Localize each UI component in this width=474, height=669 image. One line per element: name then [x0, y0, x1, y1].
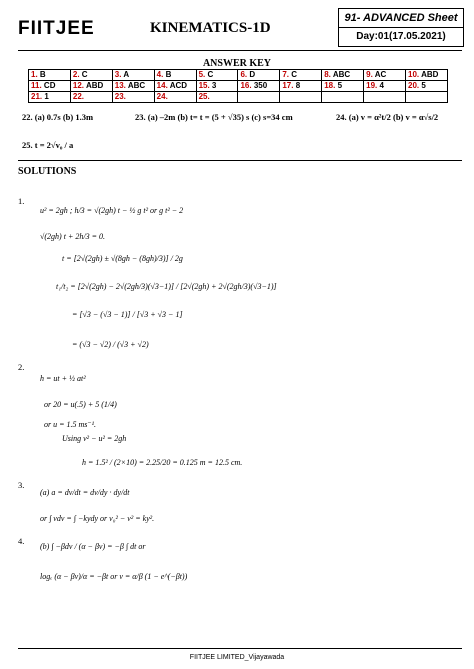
q2-line4: Using v² − u² = 2gh	[62, 434, 127, 443]
answer-key-cell	[196, 70, 238, 81]
answer-key-cell	[322, 81, 364, 92]
question-number: 16.	[240, 81, 252, 90]
question-number: 22.	[72, 92, 85, 101]
answer-key-cell	[406, 92, 448, 103]
answer-value: CD	[43, 81, 56, 90]
answer-key-cell	[70, 92, 112, 103]
q2-line1: h = ut + ½ at²	[40, 374, 86, 383]
answer-key-cell	[29, 70, 71, 81]
answer-value: 5	[421, 81, 426, 90]
question-number: 19.	[366, 81, 378, 90]
answer-key-cell	[280, 92, 322, 103]
q1-number: 1.	[18, 196, 25, 206]
answer-line-24: 24. (a) v = α²t/2 (b) v = α√s/2	[336, 112, 439, 122]
q1-line3: t = [2√(2gh) ± √(8gh − (8gh)/3)] / 2g	[62, 254, 183, 263]
answer-key-cell	[238, 81, 280, 92]
question-number: 21.	[31, 92, 43, 101]
answer-key-cell	[70, 81, 112, 92]
answer-key-cell	[280, 81, 322, 92]
answer-value: 1	[44, 92, 49, 101]
answer-key-cell	[322, 70, 364, 81]
answer-key-cell	[112, 70, 154, 81]
answer-value: ACD	[169, 81, 188, 90]
question-number: 20.	[408, 81, 420, 90]
answer-line-22: 22. (a) 0.7s (b) 1.3m	[22, 112, 94, 122]
footer-text: FIITJEE LIMITED_Vijayawada	[189, 654, 285, 661]
question-number: 25.	[198, 92, 210, 101]
answer-value: 4	[379, 81, 384, 90]
answer-value: C	[81, 70, 88, 79]
q1-line6: = (√3 − √2) / (√3 + √2)	[72, 340, 149, 349]
fiitjee-logo: FIITJEE	[18, 18, 95, 39]
answer-value: 3	[211, 81, 217, 90]
answer-key-cell	[154, 70, 196, 81]
answer-key-row	[29, 70, 448, 81]
question-number: 2.	[72, 70, 80, 79]
question-number: 12.	[72, 81, 85, 90]
q4-line2: logₑ (α − βv)/α = −βt or v = α/β (1 − e^(−βt))	[40, 572, 188, 581]
answer-key-cell	[280, 70, 322, 81]
answer-key-cell	[29, 81, 71, 92]
q2-line2: or 20 = u(.5) + 5 (1/4)	[44, 400, 117, 409]
answer-line-23: 23. (a) –2m (b) t= t = (5 + √35) s (c) s=34 cm	[135, 112, 293, 122]
q1-line4: t₁/t₂ = [2√(2gh) − 2√(2gh/3)(√3−1)] / [2√(2gh) + 2√(2gh/3)(√3−1)]	[56, 282, 277, 291]
question-number: 5.	[198, 70, 206, 79]
q3-number: 3.	[18, 480, 25, 490]
answer-key-cell	[238, 70, 280, 81]
question-number: 18.	[324, 81, 336, 90]
question-number: 14.	[156, 81, 168, 90]
answer-value: 8	[295, 81, 301, 90]
question-number: 23.	[114, 92, 126, 101]
answer-key-cell	[70, 70, 112, 81]
q2-number: 2.	[18, 362, 25, 372]
answer-key-cell	[154, 92, 196, 103]
answer-value: ABD	[85, 81, 104, 90]
answer-key-cell	[196, 81, 238, 92]
answer-key-cell	[238, 92, 280, 103]
answer-line-25: 25. t = 2√v₀ / a	[22, 140, 74, 150]
sheet-info-box	[338, 8, 464, 47]
answer-value: AC	[374, 70, 387, 79]
answer-key-title: ANSWER KEY	[202, 58, 272, 69]
question-number: 9.	[366, 70, 373, 79]
q2-line5: h = 1.5² / (2×10) = 2.25/20 = 0.125 m = 12.5 cm.	[82, 458, 243, 467]
section-rule	[18, 160, 462, 161]
answer-key-cell	[196, 92, 238, 103]
answer-key-cell	[364, 81, 406, 92]
answer-key-row	[29, 92, 448, 103]
q4-line1: (b) ∫ −βdv / (α − βv) = −β ∫ dt or	[40, 542, 146, 551]
answer-key-cell	[154, 81, 196, 92]
answer-key-row	[29, 81, 448, 92]
q4-number: 4.	[18, 536, 25, 546]
question-number: 3.	[114, 70, 122, 79]
answer-value: D	[249, 70, 256, 79]
question-number: 8.	[324, 70, 331, 79]
answer-value: C	[207, 70, 214, 79]
answer-value: ABD	[421, 70, 439, 79]
answer-value: A	[123, 70, 130, 79]
solutions-title: SOLUTIONS	[18, 166, 77, 177]
answer-key-cell	[29, 92, 71, 103]
answer-key-cell	[112, 92, 154, 103]
answer-value: B	[165, 70, 172, 79]
answer-value: B	[39, 70, 46, 79]
answer-key-cell	[112, 81, 154, 92]
answer-key-cell	[364, 92, 406, 103]
q1-line5: = [√3 − (√3 − 1)] / [√3 + √3 − 1]	[72, 310, 183, 319]
answer-key-cell	[406, 70, 448, 81]
question-number: 10.	[408, 70, 420, 79]
answer-value: 350	[253, 81, 268, 90]
answer-key-table	[28, 69, 448, 103]
question-number: 6.	[240, 70, 248, 79]
question-number: 13.	[114, 81, 126, 90]
answer-key-cell	[406, 81, 448, 92]
answer-value: C	[291, 70, 298, 79]
question-number: 4.	[156, 70, 164, 79]
question-number: 11.	[31, 81, 42, 90]
answer-value: ABC	[127, 81, 146, 90]
question-number: 24.	[156, 92, 168, 101]
q3-line1: (a) a = dv/dt = dv/dy · dy/dt	[40, 488, 130, 497]
answer-value: 5	[337, 81, 343, 90]
question-number: 15.	[198, 81, 210, 90]
q2-line3: or u = 1.5 ms⁻¹.	[44, 420, 97, 429]
sheet-title: 91- ADVANCED Sheet	[339, 9, 463, 28]
answer-key-cell	[364, 70, 406, 81]
question-number: 7.	[282, 70, 290, 79]
answer-value: ABC	[332, 70, 351, 79]
answer-key-cell	[322, 92, 364, 103]
footer-rule	[18, 648, 462, 649]
header-rule	[18, 50, 462, 51]
q1-line1: u² = 2gh ; h/3 = √(2gh) t − ½ g t² or g t² − 2	[40, 206, 184, 215]
question-number: 17.	[282, 81, 294, 90]
topic-title: KINEMATICS-1D	[150, 20, 271, 36]
q1-line2: √(2gh) t + 2h/3 = 0.	[40, 232, 105, 241]
sheet-day: Day:01(17.05.2021)	[356, 31, 446, 42]
question-number: 1.	[31, 70, 38, 79]
q3-line2: or ∫ vdv = ∫ −kydy or v₀² − v² = ky².	[40, 514, 155, 523]
